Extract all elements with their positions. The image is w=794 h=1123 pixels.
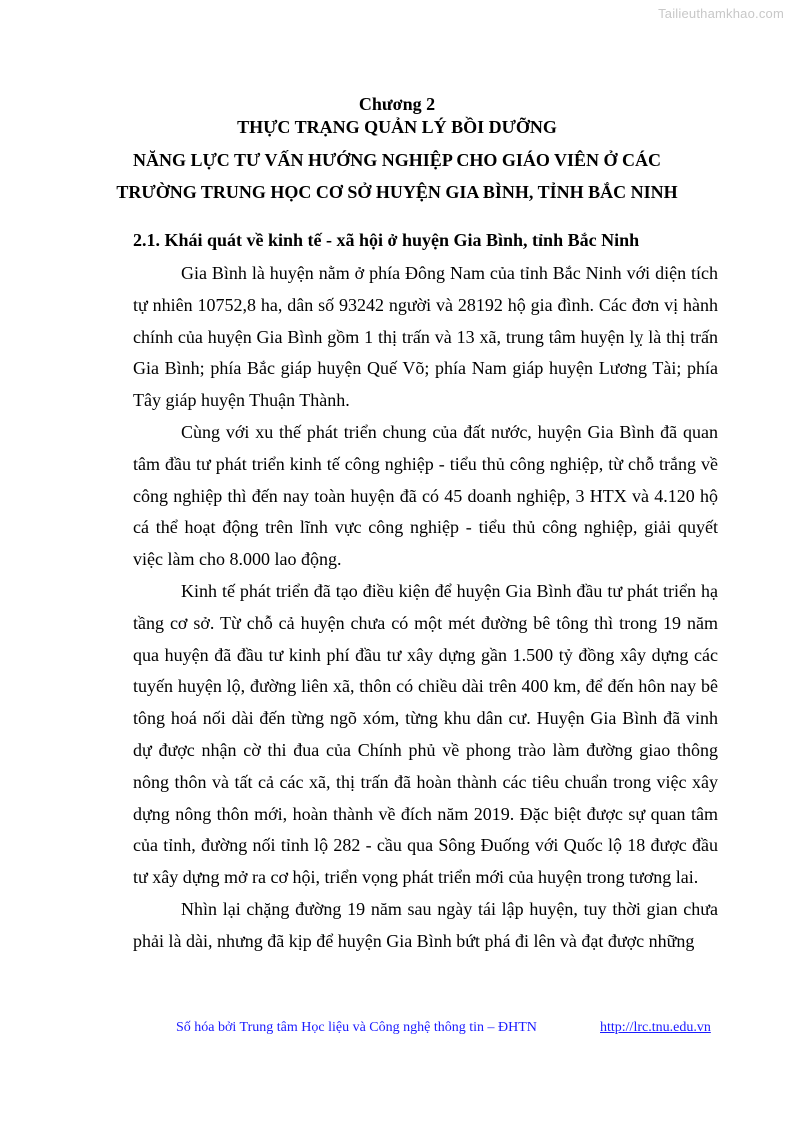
footer-credit: Số hóa bởi Trung tâm Học liệu và Công nghệ thông tin – ĐHTN: [176, 1020, 537, 1035]
body-text: [133, 258, 718, 958]
paragraph: Kinh tế phát triển đã tạo điều kiện để huyện Gia Bình đầu tư phát triển hạ tầng cơ sở. Từ chỗ cả huyện chưa có một mét đường bê tông thì trong 19 năm qua huyện đã đầu tư kinh phí đầu tư xây dựng gần 1.500 tỷ đồng xây dựng các tuyến huyện lộ, đường liên xã, thôn có chiều dài trên 400 km, để đến hôn nay bê tông hoá nối dài đến từng ngõ xóm, từng khu dân cư. Huyện Gia Bình đã vinh dự được nhận cờ thi đua của Chính phủ về phong trào làm đường giao thông nông thôn và tất cả các xã, thị trấn đã hoàn thành các tiêu chuẩn trong việc xây dựng nông thôn mới, hoàn thành về đích năm 2019. Đặc biệt được sự quan tâm của tỉnh, đường nối tỉnh lộ 282 - cầu qua Sông Đuống với Quốc lộ 18 được đầu tư xây dựng mở ra cơ hội, triển vọng phát triển mới của huyện trong tương lai.: [133, 580, 718, 888]
chapter-title-line-3: TRƯỜNG TRUNG HỌC CƠ SỞ HUYỆN GIA BÌNH, TỈNH BẮC NINH: [116, 182, 678, 202]
paragraph: Nhìn lại chặng đường 19 năm sau ngày tái lập huyện, tuy thời gian chưa phải là dài, nhưng đã kịp để huyện Gia Bình bứt phá đi lên và đạt được những: [133, 898, 718, 951]
watermark: Tailieuthamkhao.com: [658, 6, 784, 21]
paragraph: Gia Bình là huyện nằm ở phía Đông Nam của tỉnh Bắc Ninh với diện tích tự nhiên 10752,8 ha, dân số 93242 người và 28192 hộ gia đình. Các đơn vị hành chính của huyện Gia Bình gồm 1 thị trấn và 13 xã, trung tâm huyện lỵ là thị trấn Gia Bình; phía Bắc giáp huyện Quế Võ; phía Nam giáp huyện Lương Tài; phía Tây giáp huyện Thuận Thành.: [133, 263, 718, 411]
chapter-title-line-2: NĂNG LỰC TƯ VẤN HƯỚNG NGHIỆP CHO GIÁO VIÊN Ở CÁC: [132, 150, 662, 170]
footer-link[interactable]: http://lrc.tnu.edu.vn: [600, 1020, 711, 1035]
section-heading: 2.1. Khái quát về kinh tế - xã hội ở huyện Gia Bình, tỉnh Bắc Ninh: [133, 230, 640, 250]
paragraph: Cùng với xu thế phát triển chung của đất nước, huyện Gia Bình đã quan tâm đầu tư phát triển kinh tế công nghiệp - tiểu thủ công nghiệp, từ chỗ trắng về công nghiệp thì đến nay toàn huyện đã có 45 doanh nghiệp, 3 HTX và 4.120 hộ cá thể hoạt động trên lĩnh vực công nghiệp - tiểu thủ công nghiệp, giải quyết việc làm cho 8.000 lao động.: [133, 421, 718, 570]
chapter-label: Chương 2: [358, 94, 436, 114]
chapter-title-line-1: THỰC TRẠNG QUẢN LÝ BỒI DƯỠNG: [237, 117, 557, 137]
